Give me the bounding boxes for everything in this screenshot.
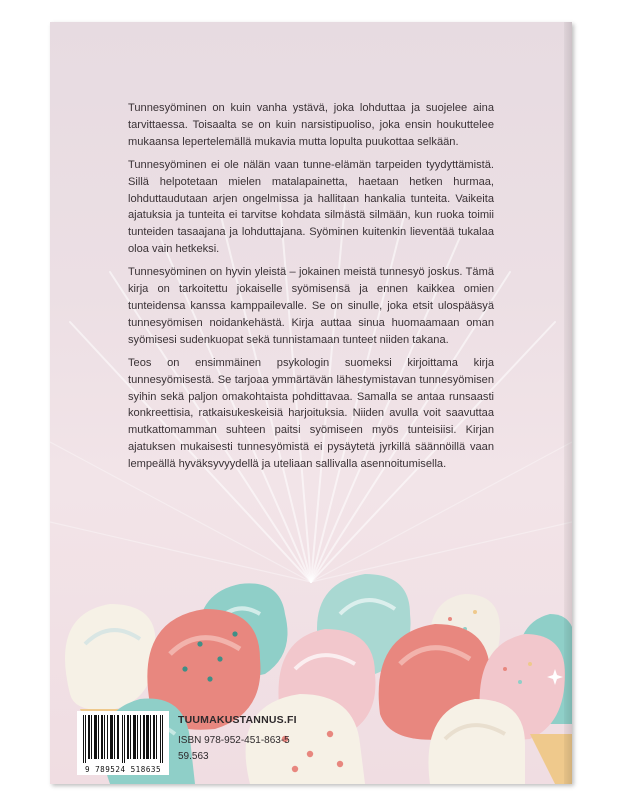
- isbn-barcode: [77, 711, 169, 775]
- barcode-bars: [77, 711, 169, 765]
- barcode-number: 9 789524 518635: [84, 765, 162, 774]
- imprint-block: [178, 714, 297, 762]
- publisher-url: TUUMAKUSTANNUS.FI: [178, 714, 297, 726]
- isbn-text: ISBN 978-952-451-863-5: [178, 735, 290, 746]
- blurb-paragraph-3: Tunnesyöminen on hyvin yleistä – jokainen meistä tunnesyö joskus. Tämä kirja on tarkoitettu jokaiselle syömisensä ja ennen kaikkea omien tunteidensa kanssa kamppailevalle. Se on sinulle, joka etsit ulospääsyä tunnesyömisen noidankehästä. Kirja auttaa sinua huomaamaan oman syömisesi sudenkuopat sekä tunnistamaan tunteet niiden takana.: [128, 266, 494, 346]
- soft-serve-swirl: [65, 604, 155, 710]
- blurb-paragraph-1: Tunnesyöminen on kuin vanha ystävä, joka lohduttaa ja suojelee aina tarvittaessa. Toisaalta se on kuin narsistipuoliso, joka ensin houkuttelee mukaansa lepertelemällä mukavia mutta lopulta puukottaa selkään.: [128, 102, 494, 148]
- blurb-paragraph-4: Teos on ensimmäinen psykologin suomeksi kirjoittama kirja tunnesyömisestä. Se tarjoaa ymmärtävän lähestymistavan tunnesyömisen syihin sekä paljon omakohtaista pohdittavaa. Samalla se antaa runsaasti konkreettisia, ratkaisukeskeisiä harjoituksia. Niiden avulla voit saavuttaa mutkattomamman suhteen paitsi syömiseen myös tunteisiisi. Kirjan ajatuksen mukaisesti tunnesyömistä ei pysäytetä jyrkillä säännöillä vaan lempeällä hyväksyvyydellä ja uteliaan sallivalla asennoitumisella.: [128, 356, 494, 471]
- spine-shadow: [564, 22, 572, 784]
- library-class-code: 59.563: [178, 751, 209, 762]
- book-back-cover: [50, 22, 572, 784]
- blurb-text: [128, 100, 494, 479]
- blurb-paragraph-2: Tunnesyöminen ei ole nälän vaan tunne-elämän tarpeiden tyydyttämistä. Sillä helpotetaan mielen matalapainetta, haetaan hetken hurmaa, lohduttaudutaan arjen ongelmissa ja hallitaan hankalia tunteita. Vaikeita ajatuksia ja tunteita ei tarvitse kohdata silmästä silmään, kun ruoka toimii tunteiden tasaajana ja lohduttajana. Syöminen kuitenkin lieventää tukalaa oloa vain hetkeksi.: [128, 158, 494, 256]
